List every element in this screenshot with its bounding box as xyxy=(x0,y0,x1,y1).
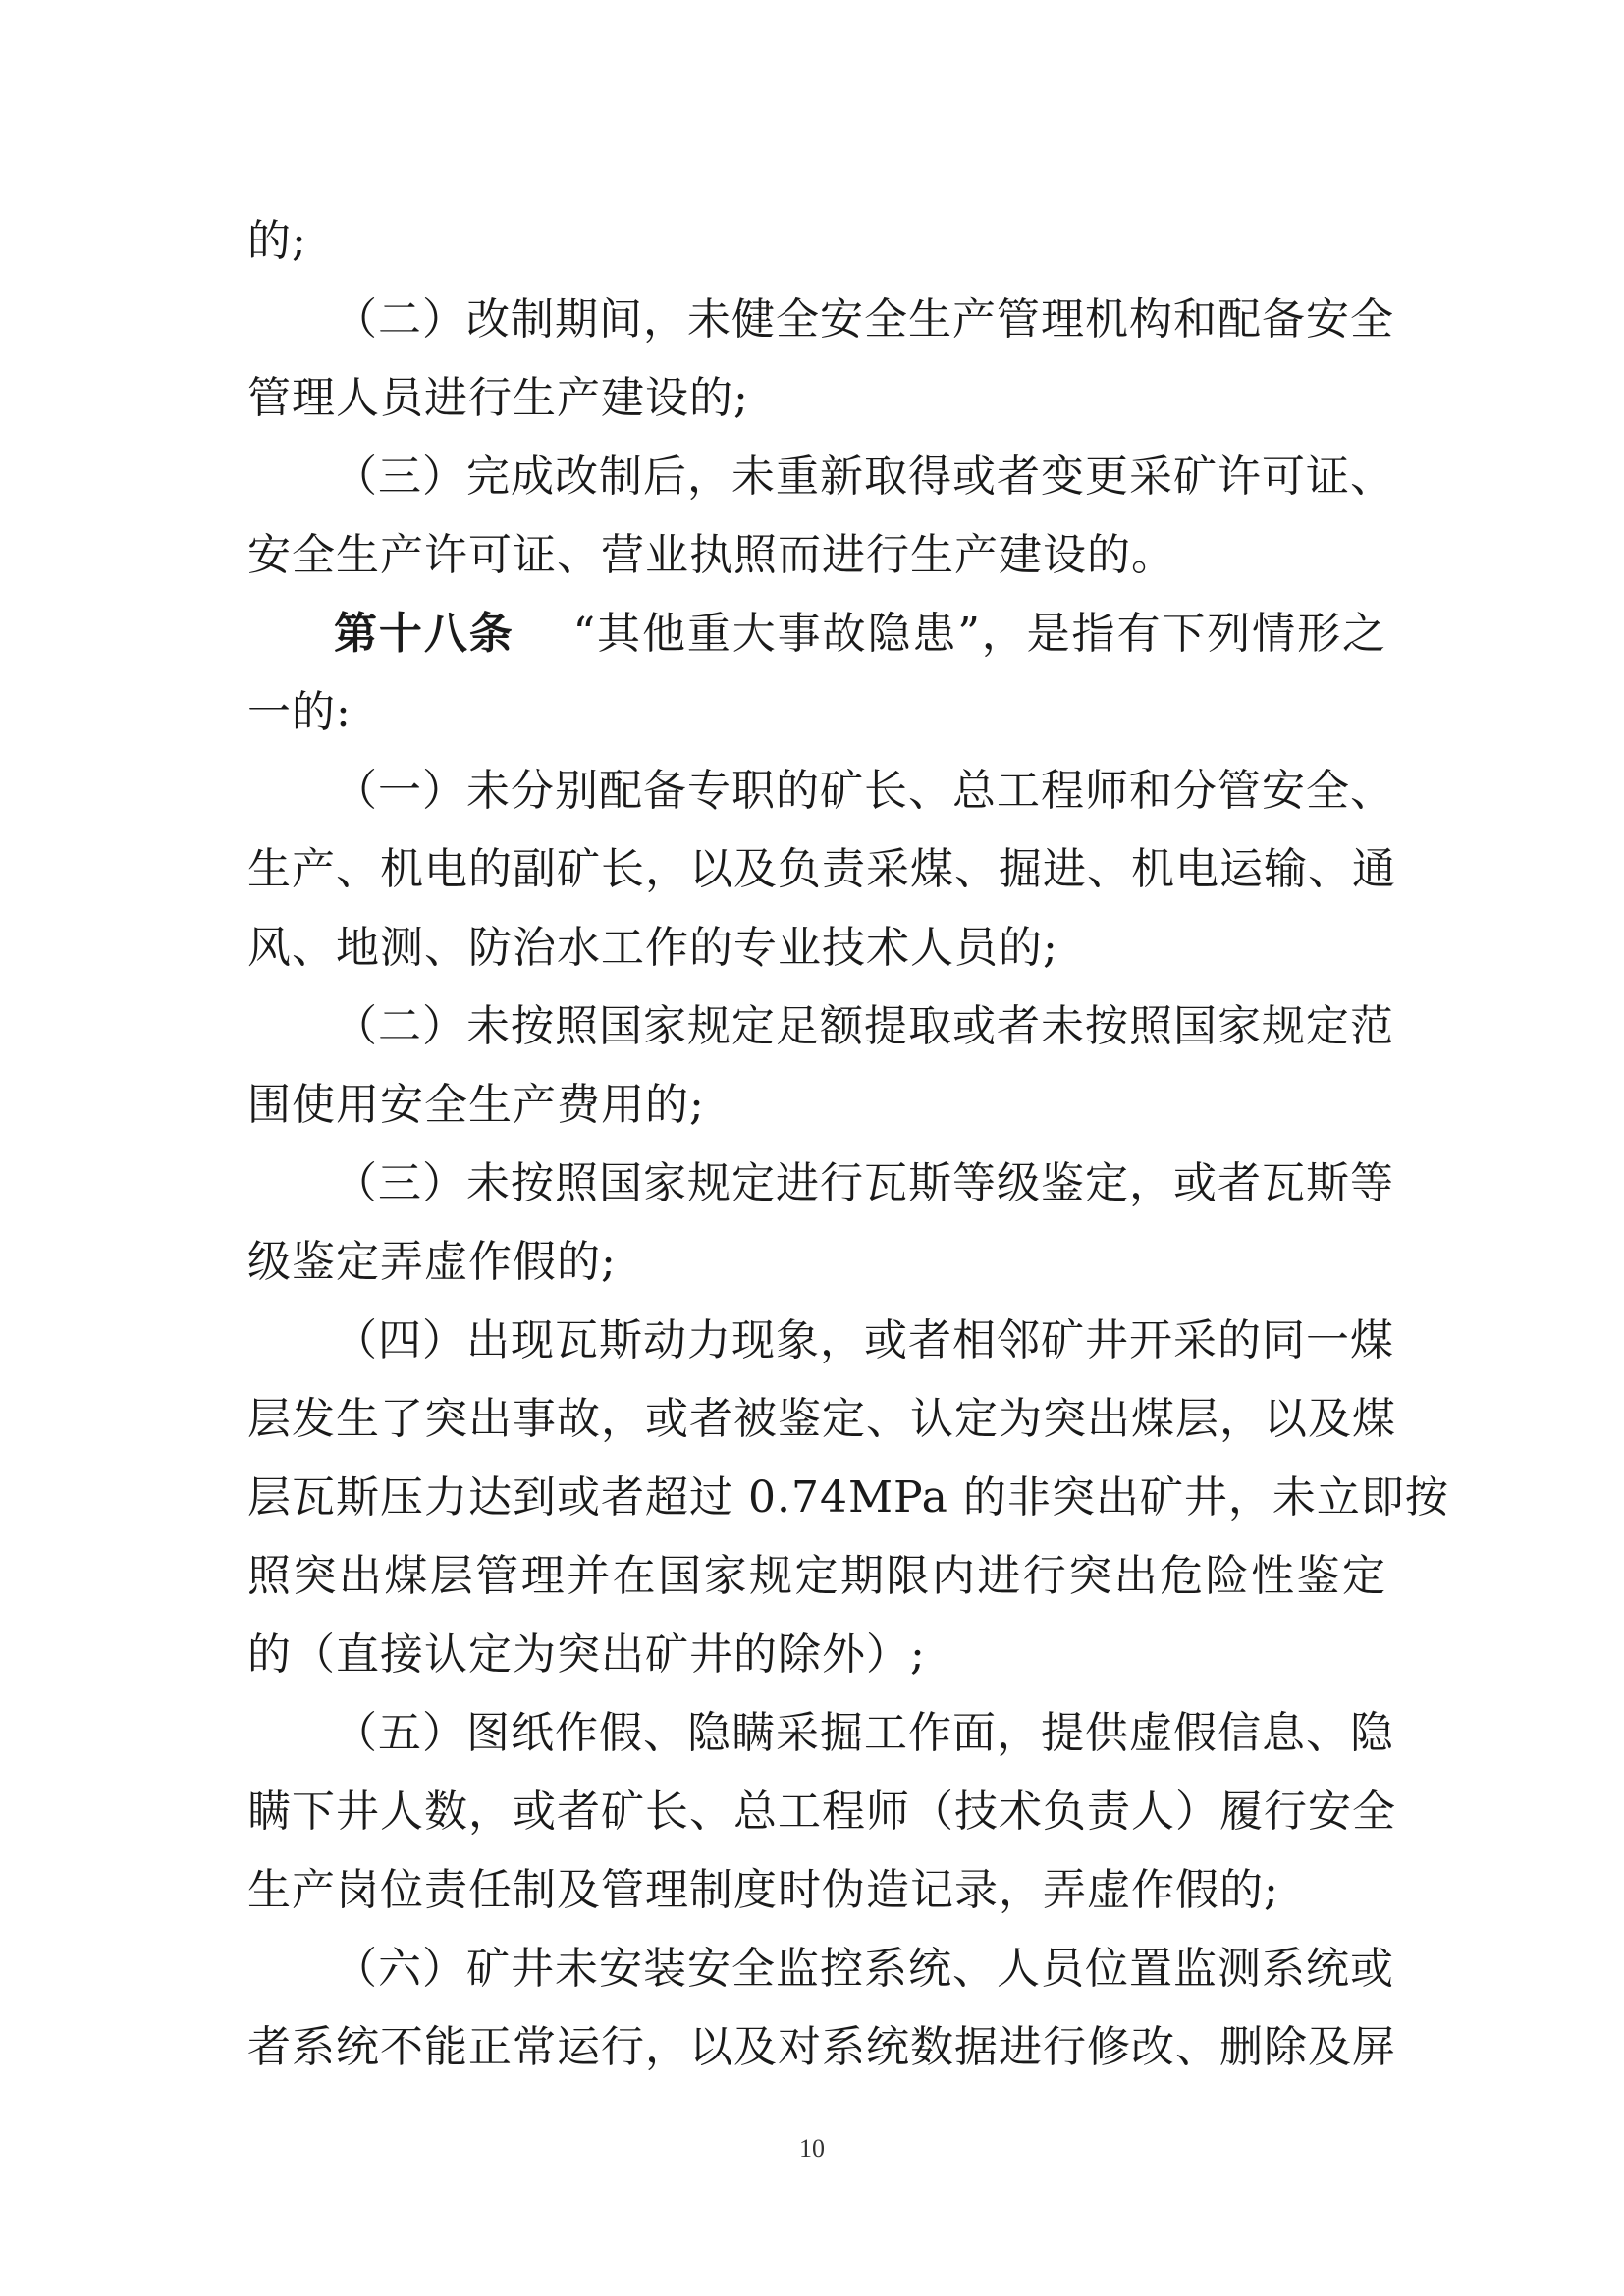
text-line: （一）未分别配备专职的矿长、总工程师和分管安全、 xyxy=(334,766,1394,816)
text-line: 级鉴定弄虚作假的; xyxy=(247,1237,617,1287)
text-line: 生产岗位责任制及管理制度时伪造记录，弄虚作假的; xyxy=(247,1865,1279,1915)
text-line: （三）完成改制后，未重新取得或者变更采矿许可证、 xyxy=(334,452,1394,502)
text-line: （六）矿井未安装安全监控系统、人员位置监测系统或 xyxy=(334,1944,1394,1994)
document-body xyxy=(247,202,1449,2087)
article-heading: 第十八条 xyxy=(334,609,514,659)
page-number: 10 xyxy=(799,2134,825,2163)
text-line: 风、地测、防治水工作的专业技术人员的; xyxy=(247,923,1058,973)
text-line: 围使用安全生产费用的; xyxy=(247,1080,705,1130)
article-line xyxy=(247,595,1386,673)
text-line: 层发生了突出事故，或者被鉴定、认定为突出煤层，以及煤 xyxy=(247,1394,1396,1444)
text-line: 管理人员进行生产建设的; xyxy=(247,373,749,423)
article-text: “其他重大事故隐患”，是指有下列情形之 xyxy=(572,609,1386,659)
text-line: 生产、机电的副矿长，以及负责采煤、掘进、机电运输、通 xyxy=(247,844,1396,894)
text-line: 瞒下井人数，或者矿长、总工程师（技术负责人）履行安全 xyxy=(247,1787,1396,1837)
text-line: （二）未按照国家规定足额提取或者未按照国家规定范 xyxy=(334,1001,1394,1051)
text-line: （二）改制期间，未健全安全生产管理机构和配备安全 xyxy=(334,294,1394,345)
text-line: （三）未按照国家规定进行瓦斯等级鉴定，或者瓦斯等 xyxy=(334,1158,1394,1208)
text-line: 一的: xyxy=(247,687,352,737)
text-line: 安全生产许可证、营业执照而进行生产建设的。 xyxy=(247,530,1175,580)
text-line: 的（直接认定为突出矿井的除外）; xyxy=(247,1629,926,1680)
text-line: 照突出煤层管理并在国家规定期限内进行突出危险性鉴定 xyxy=(247,1551,1386,1601)
text-line: （四）出现瓦斯动力现象，或者相邻矿井开采的同一煤 xyxy=(334,1315,1394,1365)
text-line: 者系统不能正常运行，以及对系统数据进行修改、删除及屏 xyxy=(247,2022,1396,2072)
text-line: （五）图纸作假、隐瞒采掘工作面，提供虚假信息、隐 xyxy=(334,1708,1394,1758)
text-line: 层瓦斯压力达到或者超过 0.74MPa 的非突出矿井，未立即按 xyxy=(247,1472,1449,1522)
text-line: 的; xyxy=(247,216,307,266)
